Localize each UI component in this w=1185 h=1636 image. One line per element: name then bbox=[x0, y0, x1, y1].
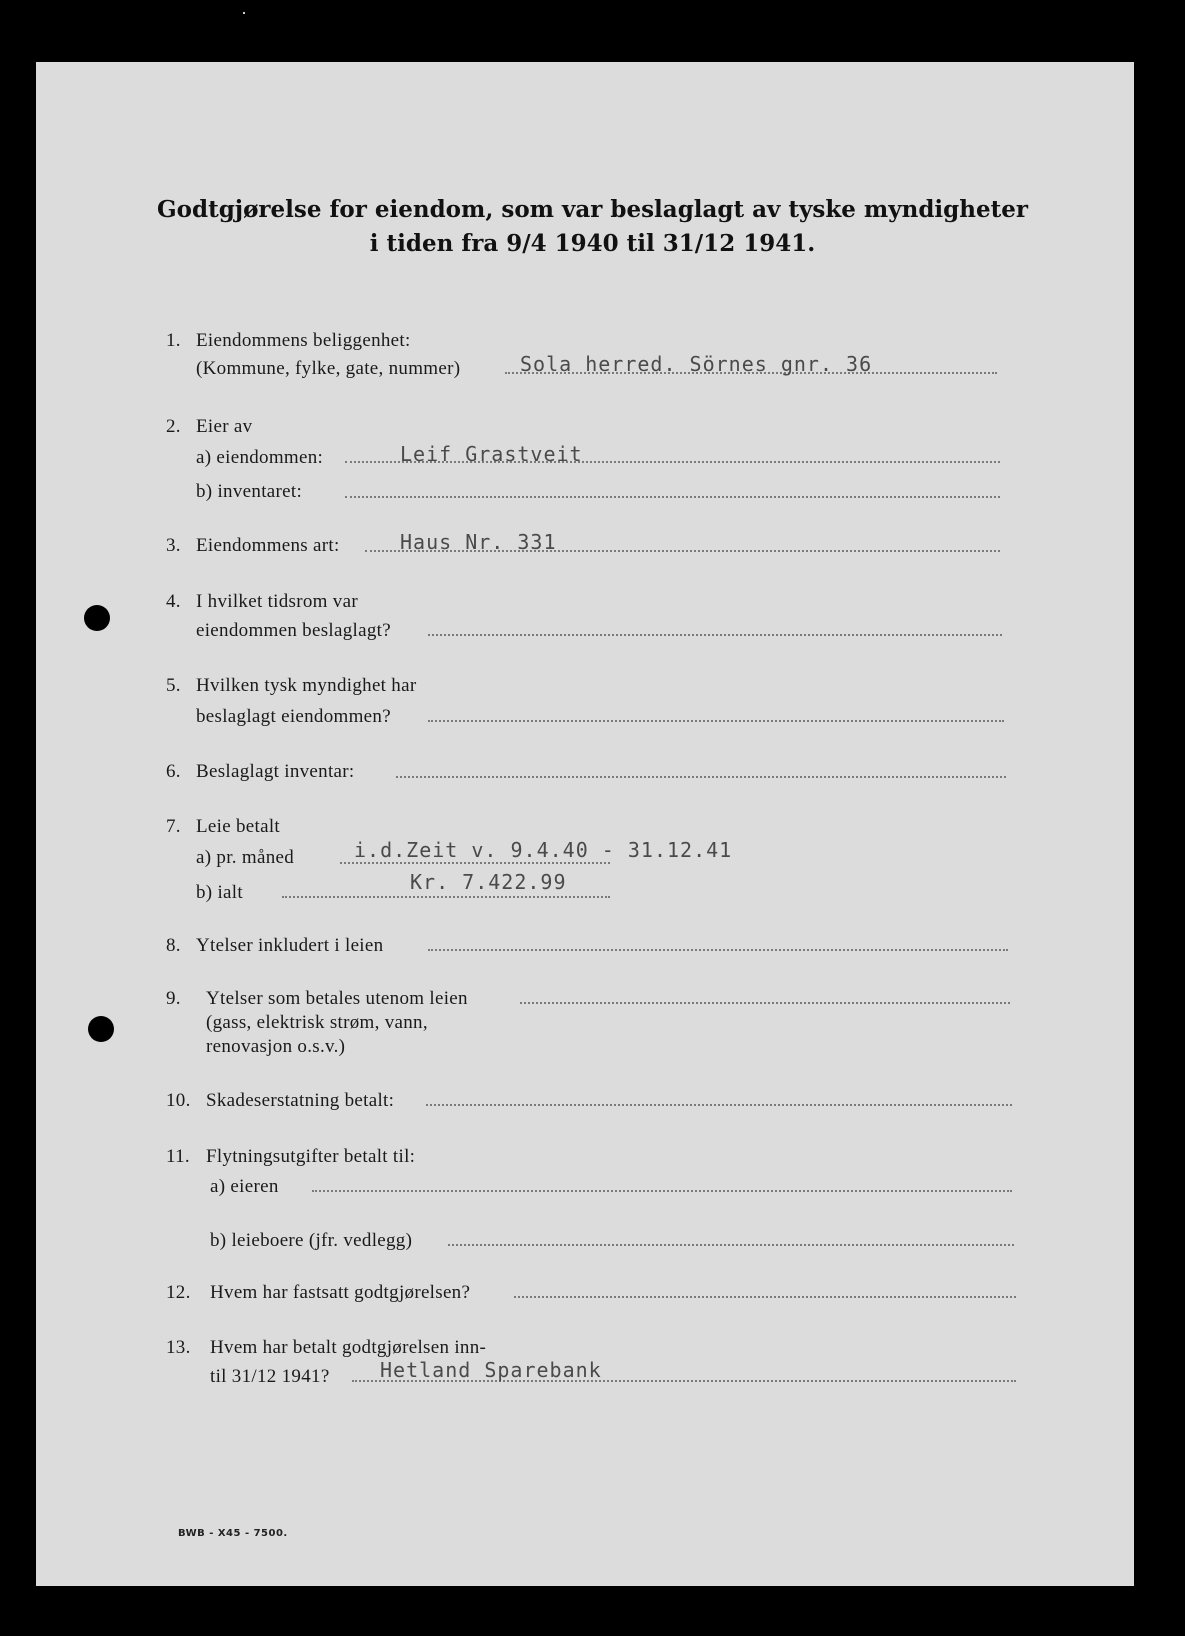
q4-answer-line bbox=[428, 634, 1002, 636]
q8-number: 8. bbox=[166, 935, 181, 956]
q7a-answer-line bbox=[340, 862, 610, 864]
q11-number: 11. bbox=[166, 1146, 190, 1167]
q11a-answer-line bbox=[312, 1190, 1012, 1192]
q2a-answer: Leif Grastveit bbox=[400, 442, 583, 466]
q7a-answer: i.d.Zeit v. 9.4.40 - 31.12.41 bbox=[354, 838, 733, 862]
q8-answer-line bbox=[428, 949, 1008, 951]
q2b-answer-line bbox=[345, 496, 1000, 498]
q13-label-2: til 31/12 1941? bbox=[210, 1366, 330, 1387]
q6-answer-line bbox=[396, 776, 1006, 778]
q5-answer-line bbox=[428, 720, 1004, 722]
punch-hole-bottom bbox=[88, 1016, 114, 1042]
q7a-label: a) pr. måned bbox=[196, 847, 295, 868]
q9-label-2: (gass, elektrisk strøm, vann, bbox=[206, 1012, 428, 1033]
q11b-label: b) leieboere (jfr. vedlegg) bbox=[210, 1230, 413, 1251]
q6-label: Beslaglagt inventar: bbox=[196, 761, 355, 782]
q9-label-3: renovasjon o.s.v.) bbox=[206, 1036, 346, 1057]
q13-number: 13. bbox=[166, 1337, 191, 1358]
q10-label: Skadeserstatning betalt: bbox=[206, 1090, 395, 1111]
q4-label: I hvilket tidsrom var bbox=[196, 591, 358, 612]
q2-number: 2. bbox=[166, 416, 181, 437]
q11-label: Flytningsutgifter betalt til: bbox=[206, 1146, 416, 1167]
q9-number: 9. bbox=[166, 988, 181, 1009]
q6-number: 6. bbox=[166, 761, 181, 782]
q2a-label: a) eiendommen: bbox=[196, 447, 324, 468]
q7b-label: b) ialt bbox=[196, 882, 243, 903]
q3-answer: Haus Nr. 331 bbox=[400, 530, 557, 554]
q4-label-2: eiendommen beslaglagt? bbox=[196, 620, 391, 641]
q7-label: Leie betalt bbox=[196, 816, 281, 837]
q11a-label: a) eieren bbox=[210, 1176, 279, 1197]
form-title-line2: i tiden fra 9/4 1940 til 31/12 1941. bbox=[369, 230, 816, 257]
q12-label: Hvem har fastsatt godtgjørelsen? bbox=[210, 1282, 471, 1303]
q3-number: 3. bbox=[166, 535, 181, 556]
q13-answer: Hetland Sparebank bbox=[380, 1358, 602, 1382]
punch-hole-top bbox=[84, 605, 110, 631]
q3-label: Eiendommens art: bbox=[196, 535, 340, 556]
q1-answer: Sola herred. Sörnes gnr. 36 bbox=[520, 352, 873, 376]
q7-number: 7. bbox=[166, 816, 181, 837]
q9-label: Ytelser som betales utenom leien bbox=[206, 988, 468, 1009]
q11b-answer-line bbox=[448, 1244, 1014, 1246]
q13-label: Hvem har betalt godtgjørelsen inn- bbox=[210, 1337, 487, 1358]
q7b-answer: Kr. 7.422.99 bbox=[410, 870, 567, 894]
q12-number: 12. bbox=[166, 1282, 191, 1303]
form-title-line1: Godtgjørelse for eiendom, som var beslaglagt av tyske myndigheter bbox=[157, 196, 1028, 223]
q8-label: Ytelser inkludert i leien bbox=[196, 935, 384, 956]
scan-speck bbox=[243, 12, 245, 14]
q5-label: Hvilken tysk myndighet har bbox=[196, 675, 417, 696]
q1-label: Eiendommens beliggenhet: bbox=[196, 330, 411, 351]
q5-number: 5. bbox=[166, 675, 181, 696]
q10-answer-line bbox=[426, 1104, 1012, 1106]
q2-label: Eier av bbox=[196, 416, 253, 437]
q2b-label: b) inventaret: bbox=[196, 481, 303, 502]
printer-footer: BWB - X45 - 7500. bbox=[178, 1528, 288, 1539]
q5-label-2: beslaglagt eiendommen? bbox=[196, 706, 391, 727]
q7b-answer-line bbox=[282, 896, 610, 898]
q1-sublabel: (Kommune, fylke, gate, nummer) bbox=[196, 358, 461, 379]
q10-number: 10. bbox=[166, 1090, 191, 1111]
q12-answer-line bbox=[514, 1296, 1016, 1298]
q4-number: 4. bbox=[166, 591, 181, 612]
q1-number: 1. bbox=[166, 330, 181, 351]
q9-answer-line bbox=[520, 1002, 1010, 1004]
